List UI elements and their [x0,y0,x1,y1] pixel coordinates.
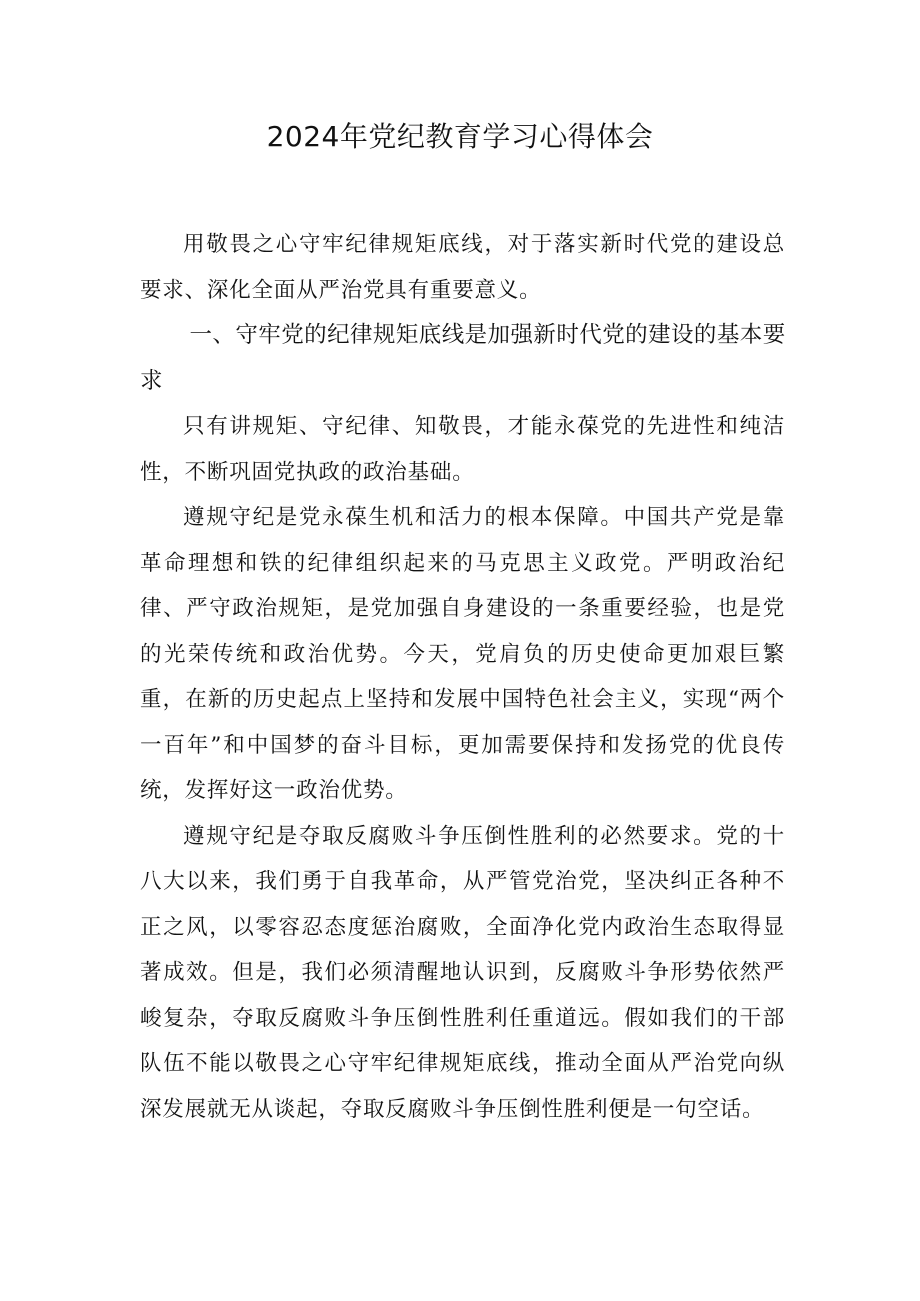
intro-paragraph: 用敬畏之心守牢纪律规矩底线，对于落实新时代党的建设总要求、深化全面从严治党具有重要意义。 [140,232,785,303]
section-1-heading: 一、守牢党的纪律规矩底线是加强新时代党的建设的基本要求 [140,322,785,394]
document-body [140,222,785,1132]
paragraph-3: 遵规守纪是夺取反腐败斗争压倒性胜利的必然要求。党的十八大以来，我们勇于自我革命，从严管党治党，坚决纠正各种不正之风，以零容忍态度惩治腐败，全面净化党内政治生态取得显著成效。但是，我们必须清醒地认识到，反腐败斗争形势依然严峻复杂，夺取反腐败斗争压倒性胜利任重道远。假如我们的干部队伍不能以敬畏之心守牢纪律规矩底线，推动全面从严治党向纵深发展就无从谈起，夺取反腐败斗争压倒性胜利便是一句空话。 [140,823,785,1122]
paragraph-2: 遵规守纪是党永葆生机和活力的根本保障。中国共产党是靠革命理想和铁的纪律组织起来的马克思主义政党。严明政治纪律、严守政治规矩，是党加强自身建设的一条重要经验，也是党的光荣传统和政治优势。今天，党肩负的历史使命更加艰巨繁重，在新的历史起点上坚持和发展中国特色社会主义，实现“两个一百年”和中国梦的奋斗目标，更加需要保持和发扬党的优良传统，发挥好这一政治优势。 [140,505,785,803]
paragraph-1: 只有讲规矩、守纪律、知敬畏，才能永葆党的先进性和纯洁性，不断巩固党执政的政治基础。 [140,414,785,485]
document-title: 2024年党纪教育学习心得体会 [266,120,654,153]
